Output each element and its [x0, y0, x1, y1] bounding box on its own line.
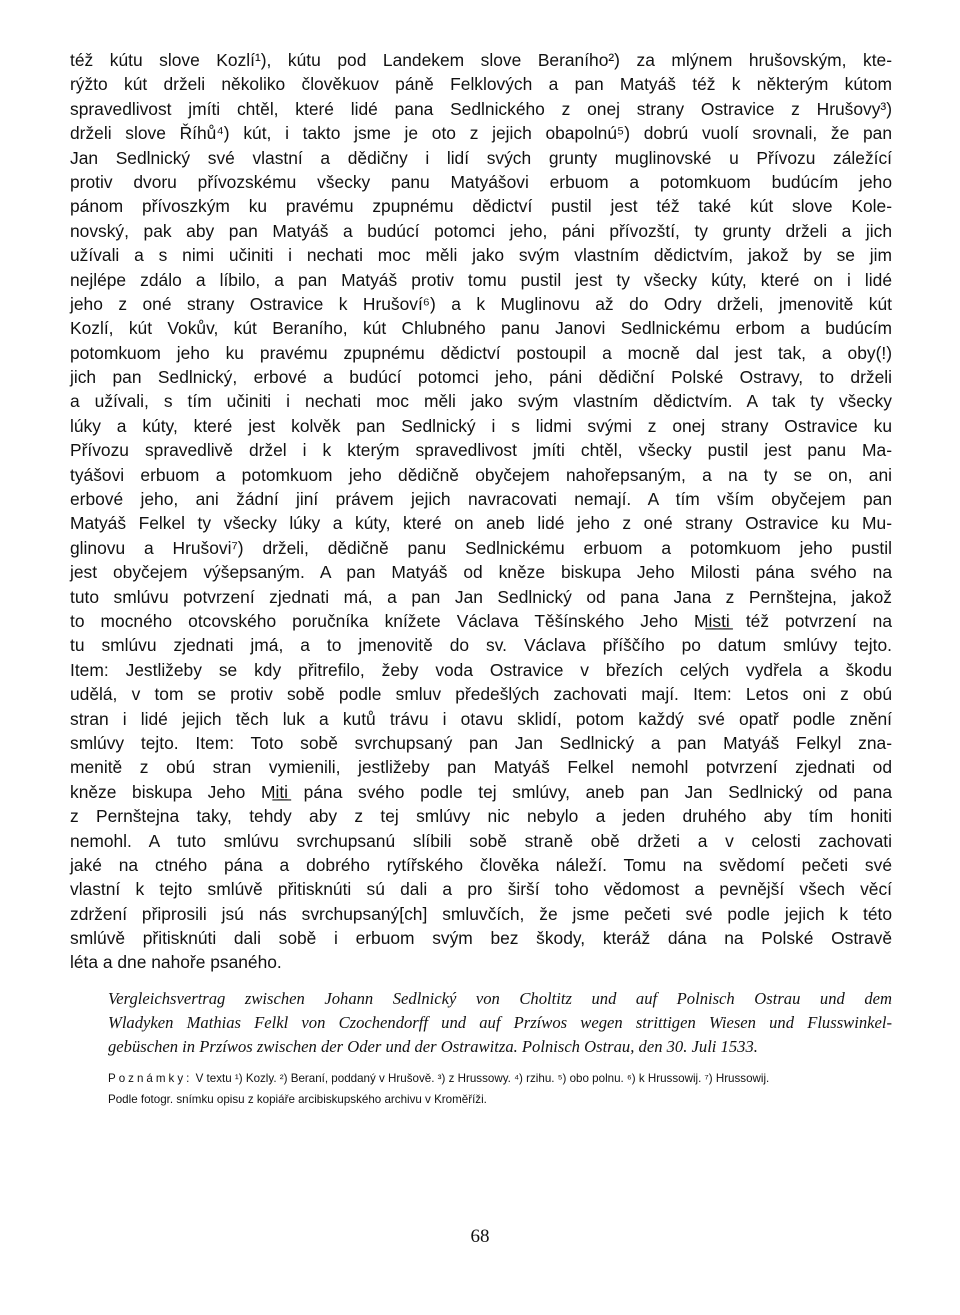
body-line: nejlépe zdálo a líbilo, a pan Matyáš protiv tomu pustil jest ty všecky kúty, které on i lidé: [70, 269, 892, 290]
body-line: tyášovi erbuom a potomkuom jeho dědičně obyčejem nahořepsaným, a na ty se on, ani: [70, 464, 892, 485]
body-line: a užívali, s tím učiniti i nechati moc měli jako svým vlastním dědictvím. A tak ty všecky: [70, 391, 892, 412]
body-line: tuto smlúvu potvrzení zjednati má, a pan Jan Sedlnický od pana Jana z Pernštejna, jakož: [70, 586, 892, 607]
body-line: Přívozu spravedlivě držel i k kterým spravedlivost jmíti chtěl, všecky pustil jest panu Ma-: [70, 440, 892, 461]
page-number: 68: [470, 1226, 490, 1247]
body-line: rýžto kút drželi několiko člověkuov páně Felklových a pan Matyáš též k některým kútom: [70, 74, 892, 95]
body-line: drželi slove Říhů⁴) kút, i takto jsme je oto z jejich obapolnú⁵) dobrú vuolí srovnali, že pan: [70, 123, 892, 144]
body-line: nemohl. A tuto smlúvu svrchupsanú slíbili sobě straně obě držeti a v celosti zachovati: [70, 830, 892, 851]
body-line: užívali a s nimi učiniti i nechati moc měli jako svým vlastním dědictvím, jakož by se jim: [70, 245, 892, 266]
body-line: menitě z obú stran vymienili, jestližeby pan Matyáš Felkel nemohl potvrzení zjednati od: [70, 757, 892, 778]
body-line: protiv dvoru přívozskému všecky panu Matyášovi erbuom a potomkuom budúcím jeho: [70, 171, 892, 192]
body-line: léta a dne nahoře psaného.: [70, 952, 282, 973]
body-line: zdržení připrosili jsú nás svrchupsaný[ch] smluvčích, že jsme pečeti své podle jejich k této: [70, 903, 892, 924]
body-line: pánom přívoszkým ku pravému zpupnému dědictví pustil jest též také kút slove Kole-: [70, 196, 892, 217]
body-line: erbové jeho, ani žádní jiní právem jejich navracovati nemají. A tím vším obyčejem pan: [70, 489, 892, 510]
body-line: z Pernštejna taky, tehdy aby z tej smlúvy nic nebylo a jeden druhého aby tím honiti: [70, 806, 892, 827]
body-line: Item: Jestližeby se kdy přitrefilo, žeby voda Ostravice v březích celých vydřela a škodu: [70, 659, 892, 680]
body-line: smlúvy tejto. Item: Toto sobě svrchupsaný pan Jan Sedlnický a pan Matyáš Felkyl zna-: [70, 732, 892, 753]
body-line: jaké na ctného pána a dobrého rytířského člověka náleží. Tomu na svědomí pečeti své: [70, 854, 892, 875]
body-line: novský, pak aby pan Matyáš a budúcí potomci jeho, páni přívozští, ty grunty drželi a jich: [70, 220, 892, 241]
body-line: jeho z oné strany Ostravice k Hrušoví⁶) a k Muglinovu až do Odry drželi, jmenovitě kút: [70, 293, 892, 314]
german-summary: [70, 987, 892, 1059]
summary-line: Wladyken Mathias Felkl von Czochendorff und auf Przíwos wegen strittigen Wiesen und Flusswinkel-: [108, 1012, 892, 1032]
footnote-text: V textu ¹) Kozly. ²) Beraní, poddaný v Hrušově. ³) z Hrussowy. ⁴) rzihu. ⁵) obo polnu. ⁶) k Hrussowij. ⁷) Hrussowij.: [192, 1071, 770, 1085]
body-line: udělá, v tom se protiv sobě podle smluv předešlých zachovati mají. Item: Letos oni z obú: [70, 684, 892, 705]
footnotes: [70, 1068, 892, 1110]
source-note: Podle fotogr. snímku opisu z kopiáře arcibiskupského archivu v Kroměříži.: [108, 1092, 487, 1106]
body-line: to mocného otcovského poručníka knížete Václava Těšínského Jeho Mi̲s̲t̲i̲ též potvrzení na: [70, 610, 892, 631]
body-line: vlastní k tejto smlúvě přitisknúti sú dali a pro širší toho vědomost a pevnější všech věcí: [70, 879, 892, 900]
footnote-label: Poznámky:: [108, 1071, 193, 1085]
body-line: tu smlúvu zjednati jmá, a to jmenovitě do sv. Václava příščího po datum smlúvy tejto.: [70, 635, 892, 656]
body-line: Matyáš Felkel ty všecky lúky a kúty, které on aneb lidé jeho z oné strany Ostravice ku Mu-: [70, 513, 892, 534]
body-line: glinovu a Hrušovi⁷) drželi, dědičně panu Sedlnickému erbuom a potomkuom jeho pustil: [70, 537, 892, 558]
body-line: Jan Sedlnický své vlastní a dědičny i lidí svých grunty muglinovské u Přívozu záležící: [70, 147, 892, 168]
document-page: [70, 48, 892, 1110]
body-line: jich pan Sedlnický, erbové a budúcí potomci jeho, páni dědiční Polské Ostravy, to drželi: [70, 367, 892, 388]
body-text: [70, 48, 892, 975]
summary-line: gebüschen in Przíwos zwischen der Oder und der Ostrawitza. Polnisch Ostrau, den 30. Juli 1533.: [108, 1036, 758, 1056]
body-line: lúky a kúty, které jest kolvěk pan Sedlnický i s lidmi svými z onej strany Ostravice ku: [70, 415, 892, 436]
body-line: spravedlivost jmíti chtěl, které lidé pana Sedlnického z onej strany Ostravice z Hrušovy³): [70, 98, 892, 119]
body-line: též kútu slove Kozlí¹), kútu pod Landekem slove Beraního²) za mlýnem hrušovským, kte-: [70, 50, 892, 70]
body-line: smlúvě přitisknúti dali sobě i erbuom svým bez škody, kteráž dána na Polské Ostravě: [70, 928, 892, 949]
body-line: Kozlí, kút Vokův, kút Beraního, kút Chlubného panu Janovi Sedlnickému erbom a budúcím: [70, 318, 892, 339]
body-line: potomkuom jeho ku pravému zpupnému dědictví postoupil a mocně dal jest tak, a oby(!): [70, 342, 892, 363]
summary-line: Vergleichsvertrag zwischen Johann Sedlnický von Choltitz und auf Polnisch Ostrau und dem: [108, 988, 892, 1008]
body-line: stran i lidé jejich těch luk a kutů trávu i otavu sklidí, potom každý své opatř podle znění: [70, 708, 892, 729]
body-line: jest obyčejem výšepsaným. A pan Matyáš od kněze biskupa Jeho Milosti pána svého na: [70, 562, 892, 583]
footnote-line: [108, 1068, 892, 1089]
body-line: kněze biskupa Jeho Mi̲t̲i̲ pána svého podle tej smlúvy, aneb pan Jan Sedlnický od pana: [70, 781, 892, 802]
